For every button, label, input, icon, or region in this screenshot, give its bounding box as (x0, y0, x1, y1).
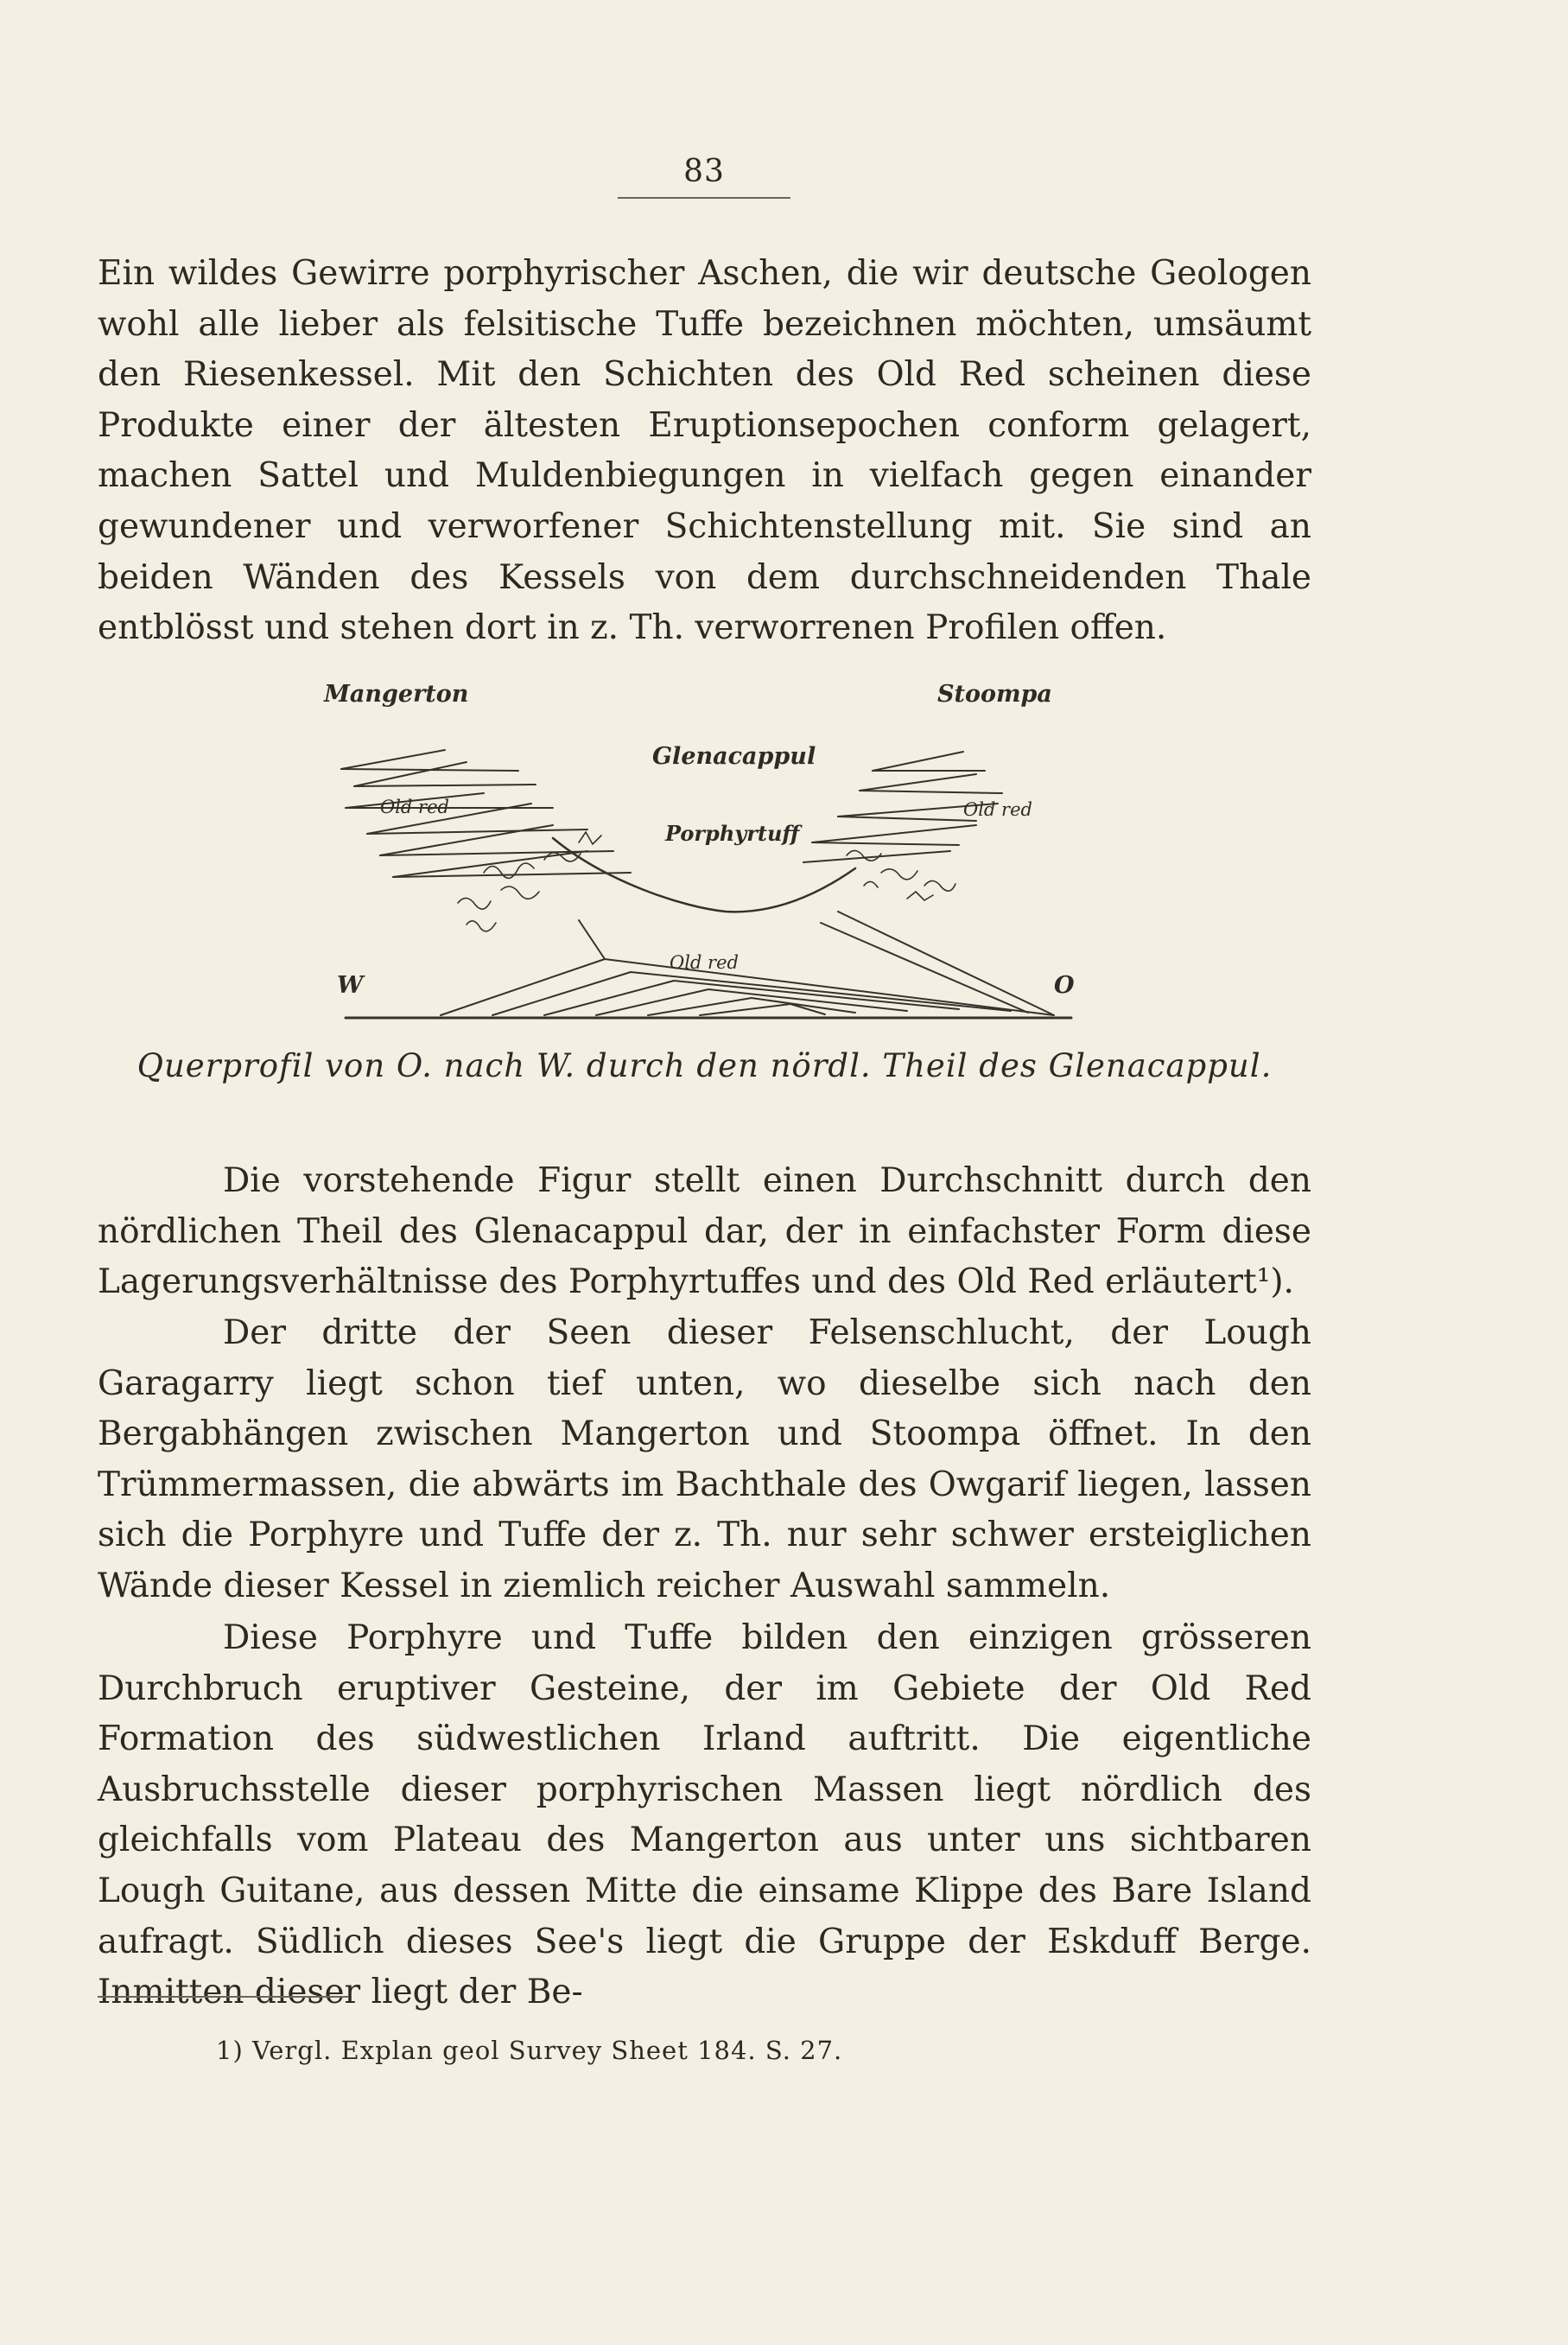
label-old-red-bottom: Old red (670, 952, 739, 973)
paragraph-3: Der dritte der Seen dieser Felsenschlucht, der Lough Garagarry liegt schon tief unten, wo dieselbe sich nach den Bergabhängen zwischen Mangerton und Stoompa öffnet. In den Trümmermassen, die abwärts im Bachthale des Owgarif liegen, lassen sich die Porphyre und Tuffe der z. Th. nur sehr schwer ersteiglichen Wände dieser Kessel in ziemlich reicher Auswahl sammeln. (98, 1313, 1311, 1605)
page-number: 83 (683, 154, 725, 189)
label-stoompa: Stoompa (937, 681, 1052, 708)
paragraph-1: Ein wildes Gewirre porphyrischer Aschen, die wir deutsche Geologen wohl alle lieber als felsitische Tuffe bezeichnen möchten, umsäumt den Riesenkessel. Mit den Schichten des Old Red scheinen diese Produkte einer der ältesten Eruptionsepochen conform gelagert, machen Sattel und Muldenbiegungen in vielfach gegen einander gewundener und verworfener Schichtenstellung mit. Sie sind an beiden Wänden des Kessels von dem durchschneidenden Thale entblösst und stehen dort in z. Th. verworrenen Profilen offen. (98, 254, 1311, 648)
cross-section-figure (320, 681, 1123, 1028)
paragraph-4: Diese Porphyre und Tuffe bilden den einzigen grösseren Durchbruch eruptiver Gesteine, der im Gebiete der Old Red Formation des südwestlichen Irland auftritt. Die eigentliche Ausbruchsstelle dieser porphyrischen Massen liegt nördlich des gleichfalls vom Plateau des Mangerton aus unter uns sichtbaren Lough Guitane, aus dessen Mitte die einsame Klippe des Bare Island aufragt. Südlich dieses See's liegt die Gruppe der Eskduff Berge. Inmitten dieser liegt der Be- (98, 1618, 1311, 2012)
cross-section-drawing (320, 691, 1123, 1028)
figure-caption: Querprofil von O. nach W. durch den nördl. Theil des Glenacappul. (136, 1047, 1273, 1084)
footnote-rule (98, 1996, 348, 1998)
paragraph-2: Die vorstehende Figur stellt einen Durchschnitt durch den nördlichen Theil des Glenacappul dar, der in einfachster Form diese Lagerungsverhältnisse des Porphyrtuffes und des Old Red erläutert¹). (98, 1161, 1311, 1302)
bottom-strata-lines (441, 912, 1054, 1015)
label-old-red-left: Old red (380, 797, 449, 817)
page-number-rule (618, 197, 790, 199)
label-glenacappul: Glenacappul (652, 743, 816, 770)
label-mangerton: Mangerton (324, 681, 469, 708)
label-old-red-right: Old red (963, 799, 1032, 820)
footnote: 1) Vergl. Explan geol Survey Sheet 184. S. 27. (216, 2036, 843, 2065)
label-east: O (1054, 972, 1075, 999)
tuff-scribbles (458, 832, 955, 931)
label-porphyrtuff: Porphyrtuff (665, 821, 800, 846)
valley-floor-line (553, 838, 855, 912)
label-west: W (337, 972, 364, 999)
